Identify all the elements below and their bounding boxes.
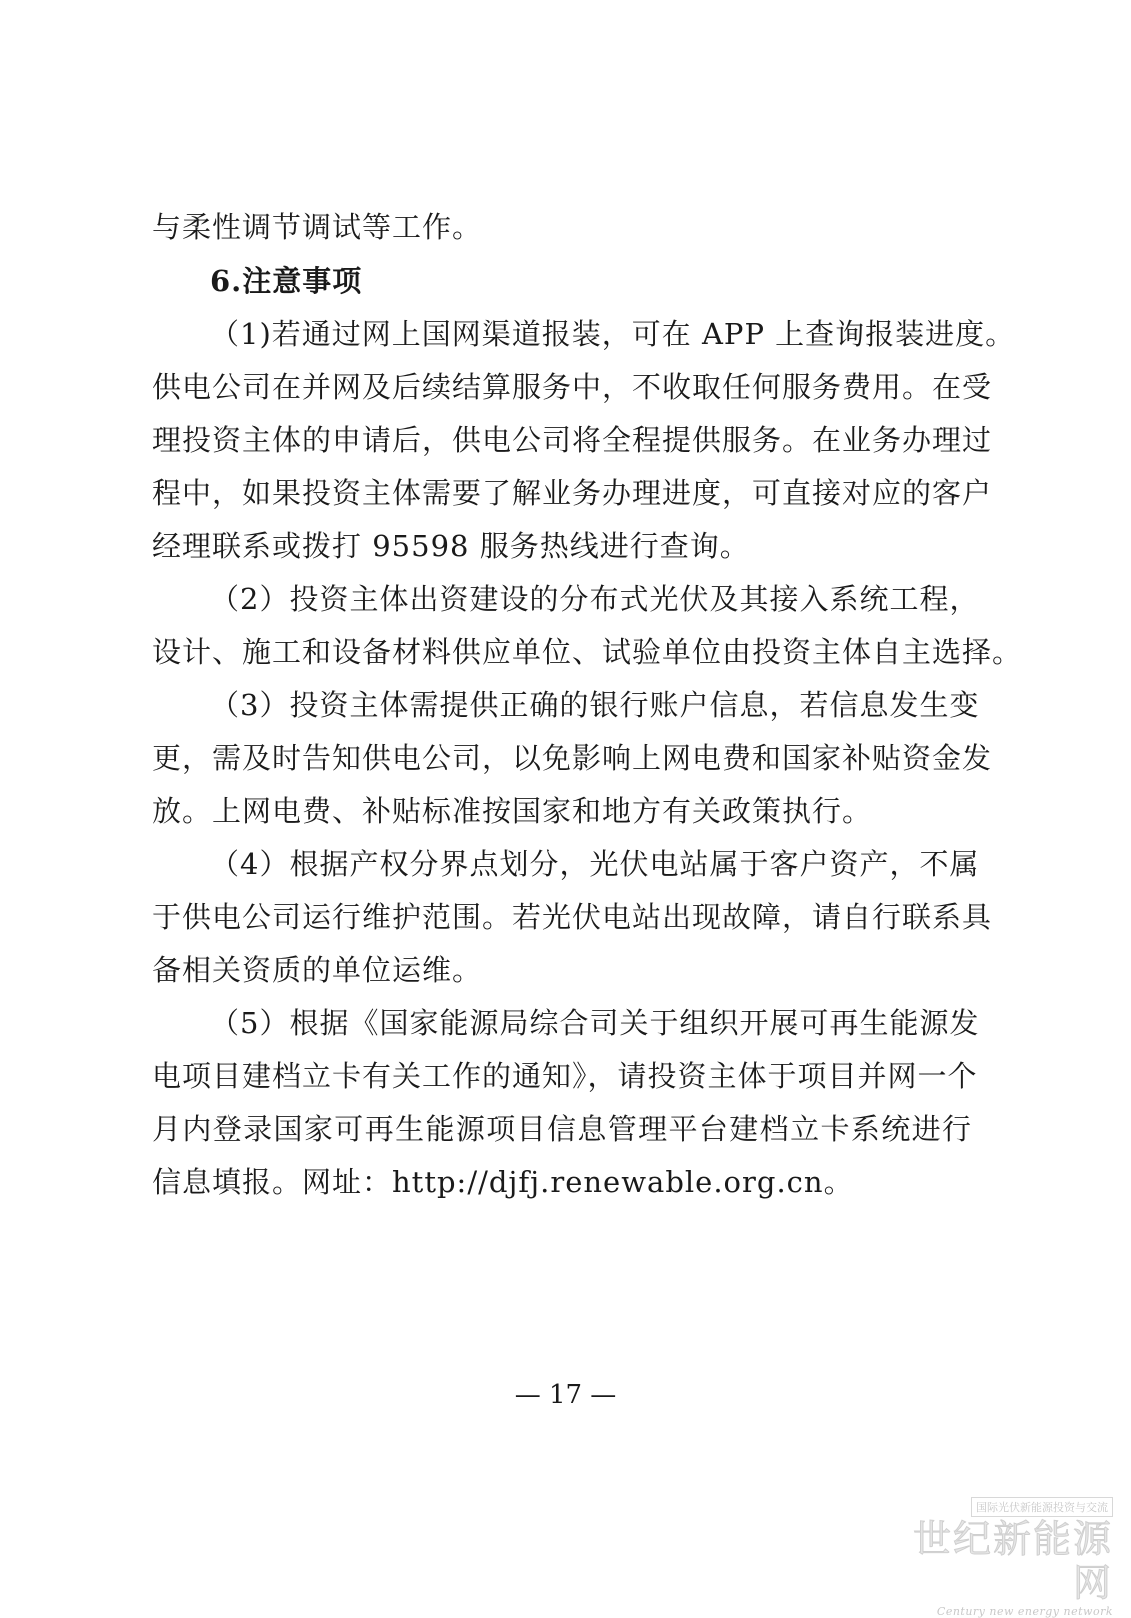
paragraph-line: 设计、施工和设备材料供应单位、试验单位由投资主体自主选择。 bbox=[152, 635, 1023, 669]
paragraph-line: （2）投资主体出资建设的分布式光伏及其接入系统工程， bbox=[210, 582, 980, 616]
section-heading: 6.注意事项 bbox=[210, 264, 363, 298]
paragraph-line: 更，需及时告知供电公司，以免影响上网电费和国家补贴资金发 bbox=[152, 741, 993, 775]
paragraph-line: （1)若通过网上国网渠道报装，可在 APP 上查询报装进度。 bbox=[210, 317, 1016, 351]
paragraph-line: 程中，如果投资主体需要了解业务办理进度，可直接对应的客户 bbox=[152, 476, 993, 510]
paragraph-line: 放。上网电费、补贴标准按国家和地方有关政策执行。 bbox=[152, 794, 873, 828]
watermark-english: Century new energy network bbox=[936, 1605, 1113, 1618]
paragraph-line: 备相关资质的单位运维。 bbox=[152, 953, 483, 987]
paragraph-line: 电项目建档立卡有关工作的通知》，请投资主体于项目并网一个 bbox=[152, 1059, 978, 1093]
paragraph-line: （5）根据《国家能源局综合司关于组织开展可再生能源发 bbox=[210, 1006, 980, 1040]
page-number: — 17 — bbox=[514, 1380, 617, 1410]
watermark-name: 世纪新能源网 bbox=[913, 1517, 1114, 1605]
paragraph-line: 供电公司在并网及后续结算服务中，不收取任何服务费用。在受 bbox=[152, 370, 993, 404]
paragraph-line: 经理联系或拨打 95598 服务热线进行查询。 bbox=[152, 529, 750, 563]
paragraph-line: 与柔性调节调试等工作。 bbox=[152, 210, 483, 244]
paragraph-line: （4）根据产权分界点划分，光伏电站属于客户资产，不属 bbox=[210, 847, 980, 881]
paragraph-line: （3）投资主体需提供正确的银行账户信息，若信息发生变 bbox=[210, 688, 980, 722]
paragraph-line: 信息填报。网址：http://djfj.renewable.org.cn。 bbox=[152, 1165, 854, 1199]
paragraph-line: 理投资主体的申请后，供电公司将全程提供服务。在业务办理过 bbox=[152, 423, 993, 457]
watermark-logo bbox=[913, 1496, 1114, 1618]
watermark-tagline: 国际光伏新能源投资与交流 bbox=[971, 1497, 1113, 1517]
paragraph-line: 于供电公司运行维护范围。若光伏电站出现故障，请自行联系具 bbox=[152, 900, 993, 934]
paragraph-line: 月内登录国家可再生能源项目信息管理平台建档立卡系统进行 bbox=[152, 1112, 972, 1146]
